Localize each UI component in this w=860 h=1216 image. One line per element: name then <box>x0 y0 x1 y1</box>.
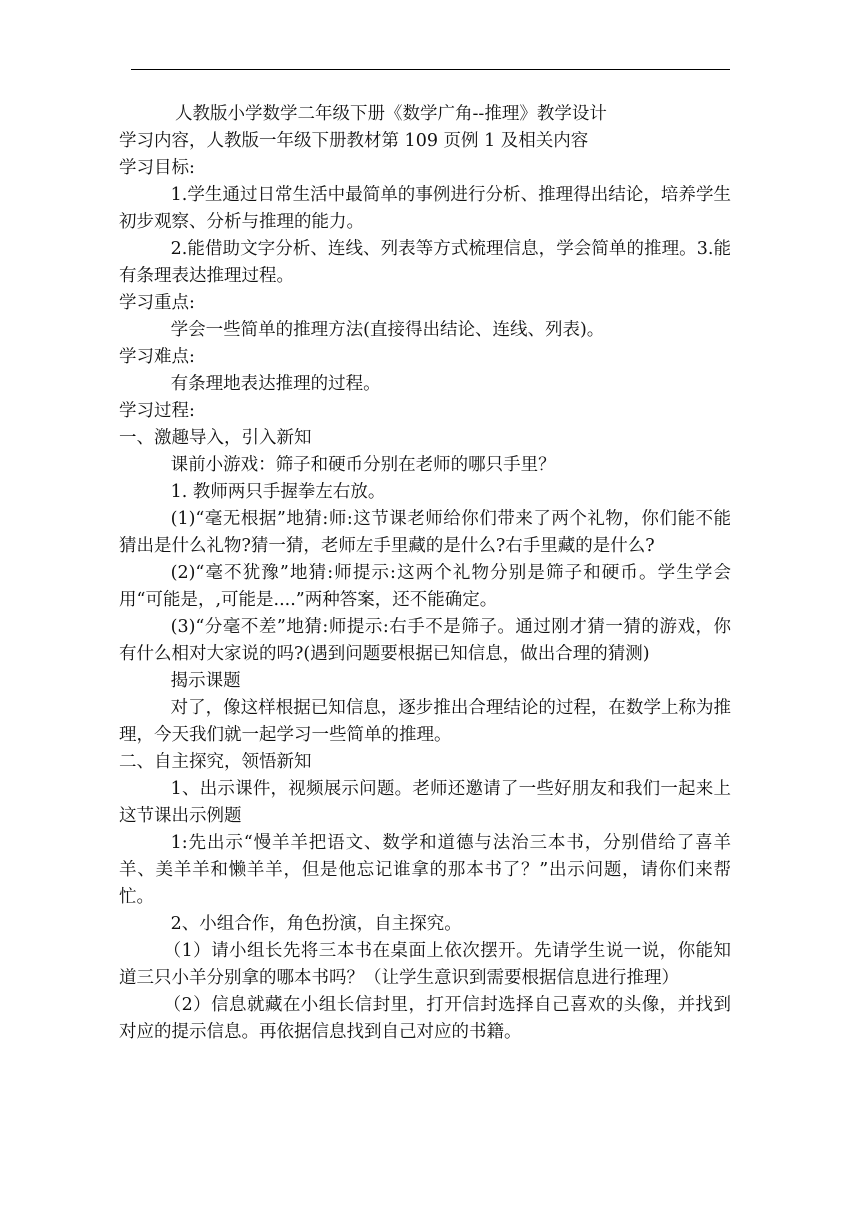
paragraph-guess-1: (1)“毫无根据”地猜:师:这节课老师给你们带来了两个礼物，你们能不能猜出是什么礼物?猜一猜，老师左手里藏的是什么?右手里藏的是什么? <box>119 509 731 556</box>
paragraph-difficulties: 有条理地表达推理的过程。 <box>170 374 381 394</box>
section-heading-1: 一、激趣导入，引入新知 <box>119 428 312 448</box>
paragraph-goal-2-3: 2.能借助文字分析、连线、列表等方式梳理信息，学会简单的推理。3.能有条理表达推理过程。 <box>119 239 731 286</box>
paragraph-learning-content: 学习内容，人教版一年级下册教材第 109 页例 1 及相关内容 <box>119 131 589 151</box>
document-body <box>119 101 731 1046</box>
paragraph-group-step-1: （1）请小组长先将三本书在桌面上依次摆开。先请学生说一说，你能知道三只小羊分别拿的哪本书吗？（让学生意识到需要根据信息进行推理） <box>119 941 731 988</box>
paragraph-group-work: 2、小组合作，角色扮演，自主探究。 <box>170 914 462 934</box>
section-heading-2: 二、自主探究，领悟新知 <box>119 752 312 772</box>
paragraph-goal-1: 1.学生通过日常生活中最简单的事例进行分析、推理得出结论，培养学生初步观察、分析与推理的能力。 <box>119 185 731 232</box>
document-title: 人教版小学数学二年级下册《数学广角--推理》教学设计 <box>175 104 607 124</box>
paragraph-pre-class-game: 课前小游戏：筛子和硬币分别在老师的哪只手里？ <box>170 455 556 475</box>
heading-key-points: 学习重点: <box>119 293 195 313</box>
paragraph-reasoning-definition: 对了，像这样根据已知信息，逐步推出合理结论的过程，在数学上称为推理，今天我们就一起学习一些简单的推理。 <box>119 698 731 745</box>
paragraph-example-problem: 1:先出示“慢羊羊把语文、数学和道德与法治三本书，分别借给了喜羊羊、美羊羊和懒羊羊，但是他忘记谁拿的那本书了？”出示问题，请你们来帮忙。 <box>119 833 731 907</box>
paragraph-guess-3: (3)“分毫不差”地猜:师提示:右手不是筛子。通过刚才猜一猜的游戏，你有什么相对大家说的吗?(遇到问题要根据已知信息，做出合理的猜测) <box>119 617 731 664</box>
heading-process: 学习过程: <box>119 401 195 421</box>
paragraph-reveal-topic: 揭示课题 <box>170 671 241 691</box>
paragraph-step-1: 1. 教师两只手握拳左右放。 <box>170 482 386 502</box>
paragraph-guess-2: (2)“毫不犹豫”地猜:师提示:这两个礼物分别是筛子和硬币。学生学会用“可能是，,可能是....”两种答案，还不能确定。 <box>119 563 731 610</box>
heading-learning-goals: 学习目标: <box>119 158 195 178</box>
header-rule <box>131 69 730 70</box>
paragraph-show-courseware: 1、出示课件，视频展示问题。老师还邀请了一些好朋友和我们一起来上这节课出示例题 <box>119 779 731 826</box>
paragraph-key-points: 学会一些简单的推理方法(直接得出结论、连线、列表)。 <box>170 320 605 340</box>
paragraph-group-step-2: （2）信息就藏在小组长信封里，打开信封选择自己喜欢的头像，并找到对应的提示信息。再依据信息找到自己对应的书籍。 <box>119 995 731 1042</box>
heading-difficulties: 学习难点: <box>119 347 195 367</box>
